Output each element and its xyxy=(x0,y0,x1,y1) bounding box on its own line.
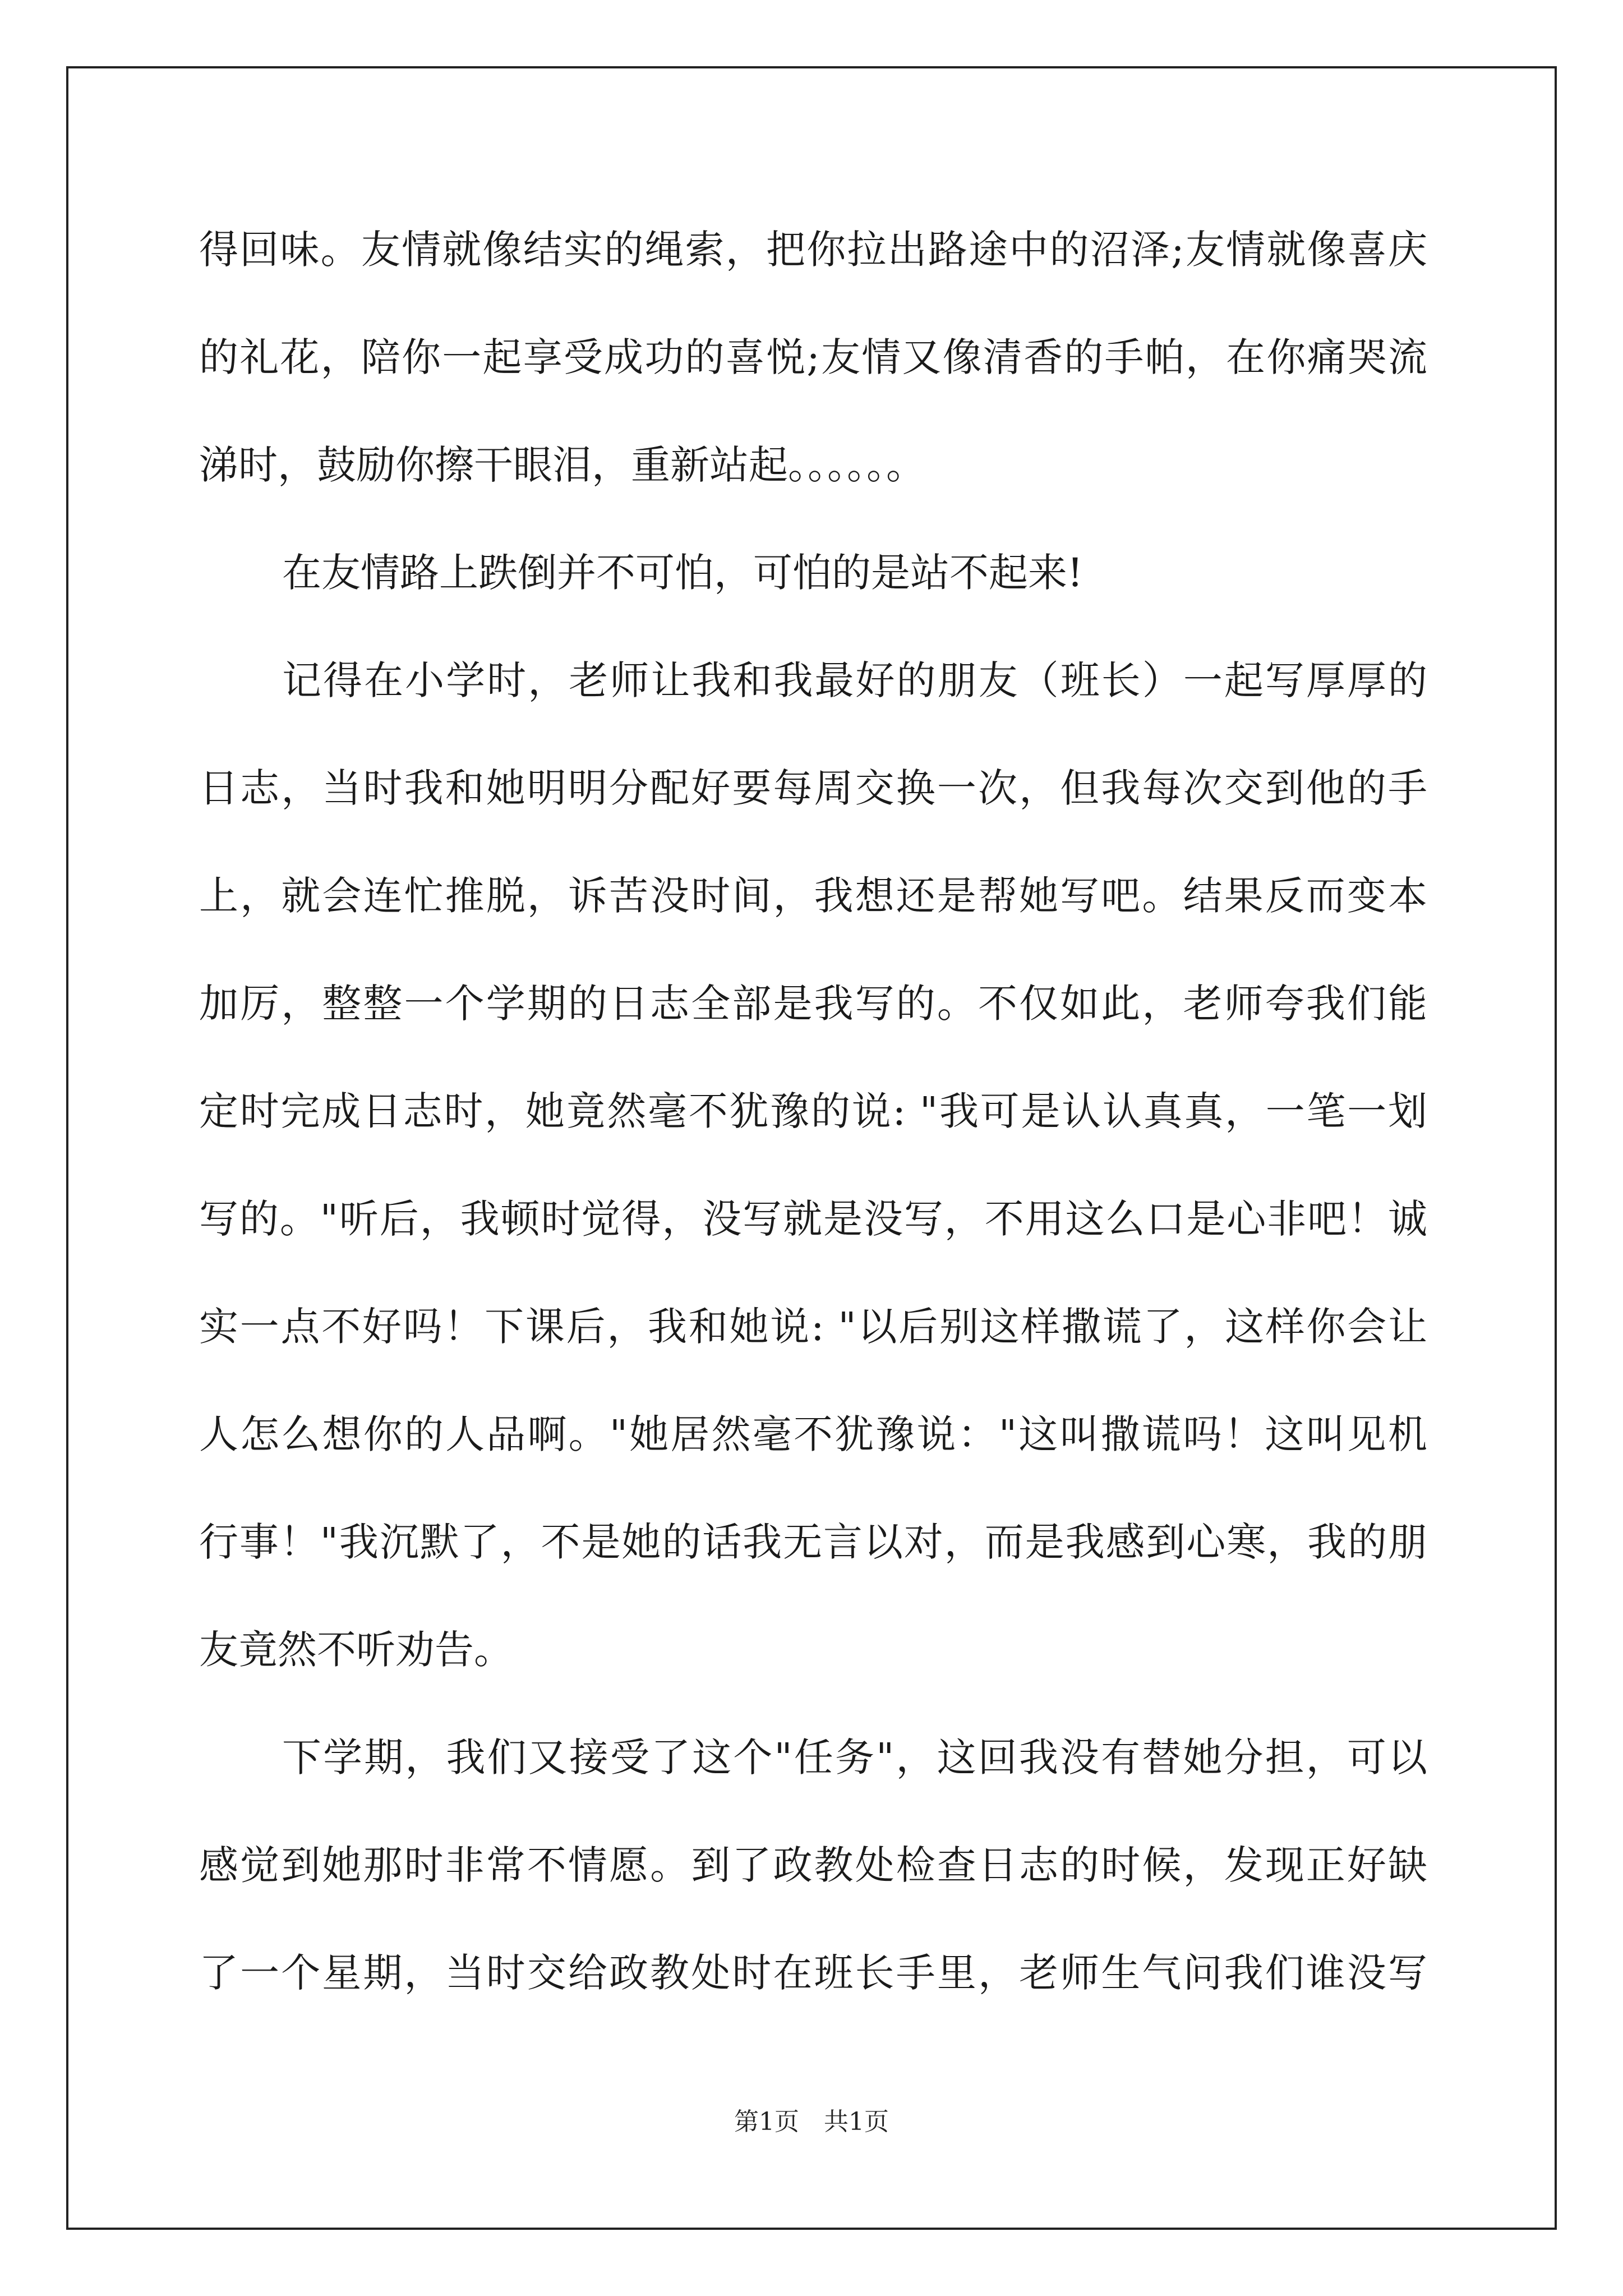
text-line: 写的。"听后，我顿时觉得，没写就是没写，不用这么口是心非吧！诚 xyxy=(199,1196,1427,1242)
page-number-footer: 第1页 共1页 xyxy=(734,2108,889,2136)
text-line: 了一个星期，当时交给政教处时在班长手里，老师生气问我们谁没写 xyxy=(199,1950,1427,1996)
text-line: 的礼花，陪你一起享受成功的喜悦;友情又像清香的手帕，在你痛哭流 xyxy=(199,334,1427,380)
text-line: 记得在小学时，老师让我和我最好的朋友（班长）一起写厚厚的 xyxy=(282,657,1427,703)
text-line: 涕时，鼓励你擦干眼泪，重新站起。。。。。。 xyxy=(199,442,925,488)
text-line: 日志，当时我和她明明分配好要每周交换一次，但我每次交到他的手 xyxy=(199,765,1427,811)
document-body xyxy=(199,208,1427,2039)
text-line: 友竟然不听劝告。 xyxy=(199,1627,513,1673)
text-line: 上，就会连忙推脱，诉苦没时间，我想还是帮她写吧。结果反而变本 xyxy=(199,873,1427,919)
text-line: 下学期，我们又接受了这个"任务"，这回我没有替她分担，可以 xyxy=(282,1734,1427,1780)
text-line: 感觉到她那时非常不情愿。到了政教处检查日志的时候，发现正好缺 xyxy=(199,1842,1427,1888)
text-line: 人怎么想你的人品啊。"她居然毫不犹豫说："这叫撒谎吗！这叫见机 xyxy=(199,1411,1427,1457)
text-line: 行事！"我沉默了，不是她的话我无言以对，而是我感到心寒，我的朋 xyxy=(199,1519,1427,1565)
text-line: 定时完成日志时，她竟然毫不犹豫的说: "我可是认认真真，一笔一划 xyxy=(199,1088,1427,1134)
text-line: 实一点不好吗！下课后，我和她说: "以后别这样撒谎了，这样你会让 xyxy=(199,1304,1427,1350)
text-line: 得回味。友情就像结实的绳索，把你拉出路途中的沼泽;友情就像喜庆 xyxy=(199,227,1427,273)
text-line: 加厉，整整一个学期的日志全部是我写的。不仅如此，老师夸我们能 xyxy=(199,981,1427,1027)
text-line: 在友情路上跌倒并不可怕，可怕的是站不起来! xyxy=(282,550,1083,596)
